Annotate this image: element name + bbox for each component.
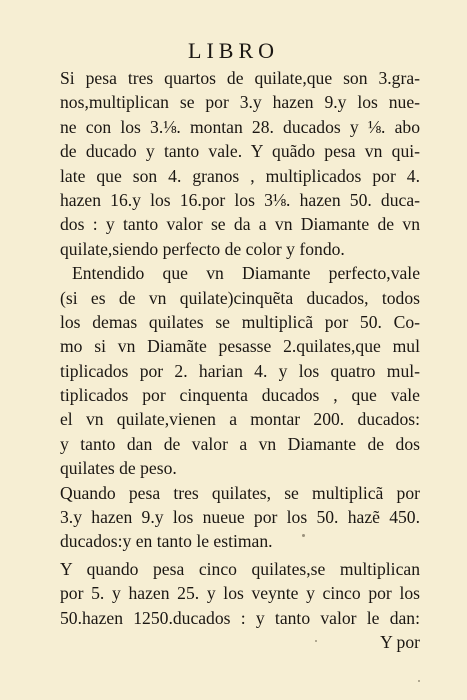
running-head: LIBRO [188,38,279,63]
text-line: Quando pesa tres quilates, se multiplicã por [60,482,420,503]
text-line: por 5. y hazen 25. y los veynte y cinco por los [60,583,420,604]
text-block [60,66,420,654]
text-line: los demas quilates se multiplicã por 50. Co- [60,311,420,332]
text-line: quilate,siendo perfecto de color y fondo. [60,238,345,259]
text-line: dos : y tanto valor se da a vn Diamante de vn [60,214,420,235]
print-speck [315,640,317,642]
paragraph-3 [60,481,420,554]
text-line: el vn quilate,vienen a montar 200. ducados: [60,409,420,430]
text-line: hazen 16.y los 16.por los 3⅛. hazen 50. duca- [60,189,420,210]
text-line: tiplicados por 2. harian 4. y los quatro mul- [60,360,420,381]
text-line: ne con los 3.⅛. montan 28. ducados y ⅛. abo [60,116,420,137]
print-speck [302,534,305,537]
paragraph-2 [60,261,420,481]
text-line: Y quando pesa cinco quilates,se multiplican [60,558,420,579]
text-line: de ducado y tanto vale. Y quãdo pesa vn qui- [60,141,420,162]
text-line: nos,multiplican se por 3.y hazen 9.y los nue- [60,92,420,113]
paragraph-1 [60,66,420,261]
text-line: quilates de peso. [60,458,177,479]
text-line: mo si vn Diamãte pesasse 2.quilates,que mul [60,336,420,357]
text-line: ducados:y en tanto le estiman. [60,531,273,552]
text-line: Si pesa tres quartos de quilate,que son 3.gra- [60,68,420,88]
text-line: late que son 4. granos , multiplicados por 4. [60,165,420,186]
text-line: 3.y hazen 9.y los nueue por los 50. hazẽ 450. [60,507,420,528]
catchword: Y por [380,631,420,652]
text-line: tiplicados por cinquenta ducados , que vale [60,385,420,406]
text-line: (si es de vn quilate)cinquẽta ducados, todos [60,287,420,308]
paragraph-4 [60,557,420,630]
text-line: Entendido que vn Diamante perfecto,vale [72,263,420,284]
text-line: y tanto dan de valor a vn Diamante de dos [60,433,420,454]
text-line: 50.hazen 1250.ducados : y tanto valor le dan: [60,607,420,628]
print-speck [418,680,420,682]
